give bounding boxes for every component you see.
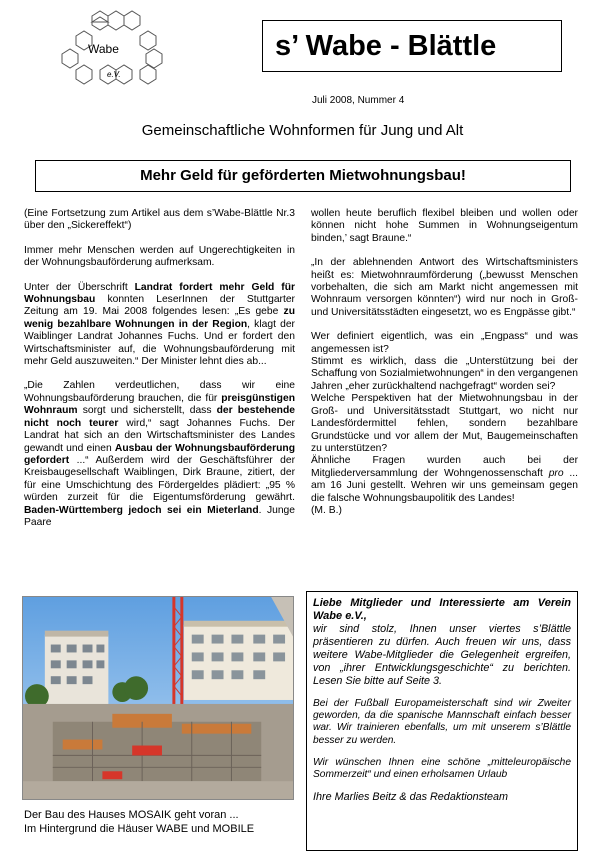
article-paragraph: Wer definiert eigentlich, was ein „Engpass“ und was angemessen ist? bbox=[311, 331, 578, 355]
photo-caption-line: Der Bau des Hauses MOSAIK geht voran ... bbox=[24, 809, 239, 821]
article-paragraph: (Eine Fortsetzung zum Artikel aus dem s’Wabe-Blättle Nr.3 über den „Sickereffekt“) bbox=[24, 208, 295, 232]
article-column-left bbox=[24, 208, 295, 529]
construction-site-photo bbox=[22, 596, 294, 800]
article-paragraph: Stimmt es wirklich, dass die „Unterstützung bei der Schaffung von Sozialmietwohnungen“ in den vergangenen Jahren „eher zurückhaltend nachgefragt“ worden sei? bbox=[311, 356, 578, 392]
article-paragraph: Ähnliche Fragen wurden auch bei der Mitgliederversammlung der Wohngenossenschaft pro ... am 16 Juni gestellt. Wehren wir uns gemeinsam gegen die falsche Wohnungsbaupolitik des Landes! bbox=[311, 455, 578, 504]
issue-date: Juli 2008, Nummer 4 bbox=[312, 95, 405, 106]
article-paragraph: wollen heute beruflich flexibel bleiben und wollen oder können nicht hohe Summen in Wohnungseigentum binden,’ sagt Braune.“ bbox=[311, 208, 578, 244]
article-signature: (M. B.) bbox=[311, 504, 342, 516]
article-paragraph: „In der ablehnenden Antwort des Wirtschaftsministers heißt es: Mietwohnraumförderung („bewusst Menschen vorbehalten, die sich am Markt nicht angemessen mit Wohnraum versorgen könnten“) wird nur noch in Groß- und Universitätsstädten eingesetzt, wo es Engpässe gibt.“ bbox=[311, 257, 578, 318]
article-column-right bbox=[311, 208, 578, 517]
photo-caption-line: Im Hintergrund die Häuser WABE und MOBILE bbox=[24, 823, 255, 835]
article-headline: Mehr Geld für geförderten Mietwohnungsbau! bbox=[35, 160, 571, 192]
newsletter-title: s’ Wabe - Blättle bbox=[262, 20, 562, 72]
photo-caption bbox=[24, 808, 254, 836]
newsletter-subtitle: Gemeinschaftliche Wohnformen für Jung und Alt bbox=[141, 122, 464, 139]
letter-paragraph: Wir wünschen Ihnen eine schöne „mitteleuropäische Sommerzeit“ und einen erholsamen Urlaub bbox=[313, 756, 571, 781]
letter-closing: Ihre Marlies Beitz & das Redaktionsteam bbox=[313, 791, 509, 804]
letter-paragraph: wir sind stolz, Ihnen unser viertes s’Blättle präsentieren zu dürfen. Auch freuen wir uns, dass weitere Wabe-Mitglieder die Gelegenheit ergreifen, von „ihrer Entwicklungsgeschichte“ zu berichten. Lesen Sie bitte auf Seite 3. bbox=[313, 623, 571, 687]
article-paragraph: Unter der Überschrift Landrat fordert mehr Geld für Wohnungsbau konnten LeserInnen der Stuttgarter Zeitung am 19. Mai 2008 folgendes lesen: „Es gebe zu wenig bezahlbare Wohnungen in der Region, klagt der Waiblinger Landrat Johannes Fuchs. Und er fordert den Wirtschaftsminister auf, die Wohnungsbauförderung mit mehr Geld auszuweiten.“ Der Minister lehnt dies ab... bbox=[24, 281, 295, 368]
logo-wordmark: Wabe bbox=[88, 42, 119, 56]
article-paragraph: Immer mehr Menschen werden auf Ungerechtigkeiten in der Wohnungsbauförderung aufmerksam. bbox=[24, 244, 295, 269]
editorial-letter bbox=[306, 591, 578, 851]
letter-heading: Liebe Mitglieder und Interessierte am Verein Wabe e.V., bbox=[313, 597, 571, 622]
article-paragraph: Welche Perspektiven hat der Mietwohnungsbau in der Groß- und Universitätsstadt Stuttgart, wo nicht nur Landesfördermittel fehlen, sondern bezahlbare Grundstücke und vor allem der Mut, Baugemeinschaften zu unterstützen? bbox=[311, 393, 578, 454]
article-paragraph: „Die Zahlen verdeutlichen, dass wir eine Wohnungsbauförderung brauchen, die für preisgünstigen Wohnraum sorgt und sicherstellt, dass der bestehende nicht noch teurer wird,“ sagt Johannes Fuchs. Der Landrat hat sich an den Wirtschaftsminister des Landes gewandt und einen Ausbau der Wohnungsbauförderung gefordert ...“ Außerdem wird der Geschäftsführer der Kreisbaugesellschaft Waiblingen, Dirk Braune, zitiert, der für eine Umschichtung des Fördergeldes plädiert: „95 % würden zurzeit für die Eigentumsförderung gewährt. Baden-Württemberg jedoch sei ein Mieterland. Junge Paare bbox=[24, 380, 296, 528]
logo-ev: e.V. bbox=[107, 70, 121, 79]
letter-paragraph: Bei der Fußball Europameisterschaft sind wir Zweiter geworden, da die spanische Mannschaft einfach besser war. Wir trainieren ebenfalls, um mit unserem s’Blättle besser zu werden. bbox=[313, 698, 571, 746]
